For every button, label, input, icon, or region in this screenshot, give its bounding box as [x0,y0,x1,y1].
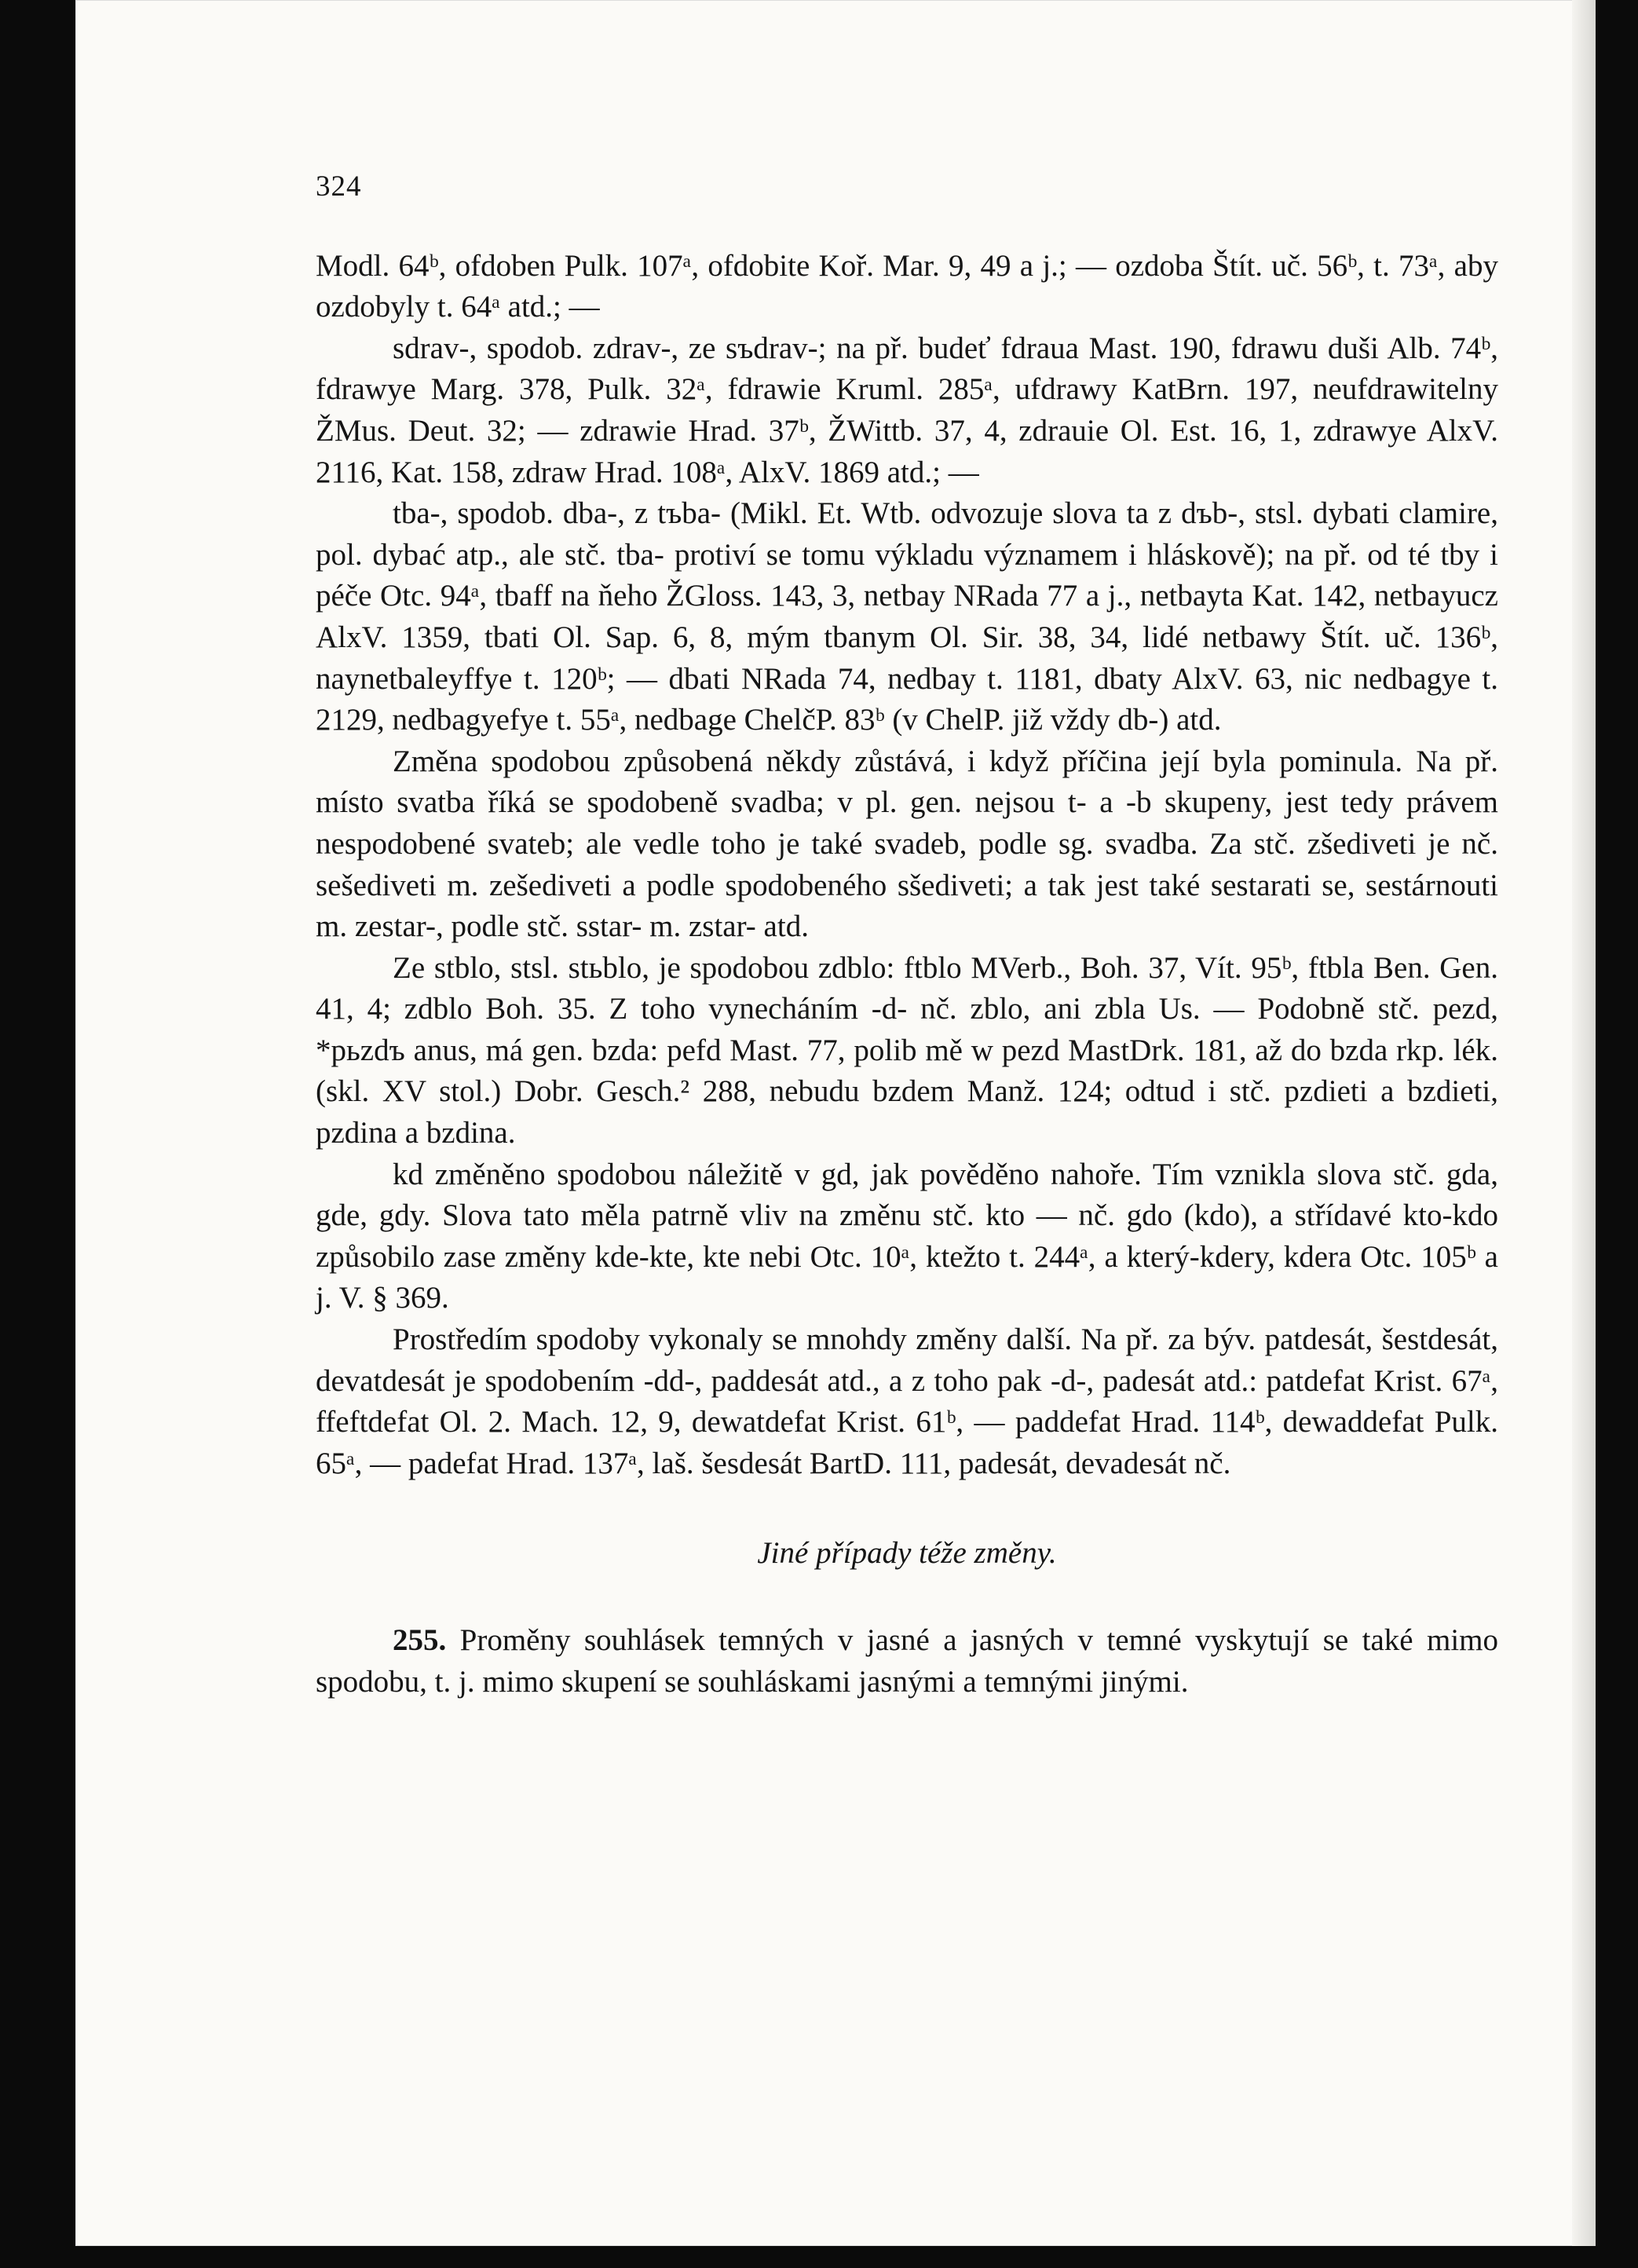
paragraph-255-text: Proměny souhlásek temných v jasné a jasných v temné vyskytují se také mimo spodobu, t. j. mimo skupení se souhláskami jasnými a temnými jinými. [316,1623,1498,1699]
section-number: 255. [393,1623,447,1657]
paragraph-sdrav: sdrav-, spodob. zdrav-, ze sъdrav-; na př. budeť fdraua Mast. 190, fdrawu duši Alb. 74ᵇ, fdrawye Marg. 378, Pulk. 32ᵃ, fdrawie Kruml. 285ᵃ, ufdrawy KatBrn. 197, neufdrawitelny ŽMus. Deut. 32; — zdrawie Hrad. 37ᵇ, ŽWittb. 37, 4, zdrauie Ol. Est. 16, 1, zdrawye AlxV. 2116, Kat. 158, zdraw Hrad. 108ᵃ, AlxV. 1869 atd.; — [316,331,1498,489]
page-text [316,166,1498,1703]
paragraph-prostredim: Prostředím spodoby vykonaly se mnohdy změny další. Na př. za býv. patdesát, šestdesát, devatdesát je spodobením -dd-, paddesát atd., a z toho pak -d-, padesát atd.: patdefat Krist. 67ᵃ, ffeftdefat Ol. 2. Mach. 12, 9, dewatdefat Krist. 61ᵇ, — paddefat Hrad. 114ᵇ, dewaddefat Pulk. 65ᵃ, — padefat Hrad. 137ᵃ, laš. šesdesát BartD. 111, padesát, devadesát nč. [316,1322,1498,1480]
paragraph-stblo: Ze stblo, stsl. stьblo, je spodobou zdblo: ftblo MVerb., Boh. 37, Vít. 95ᵇ, ftbla Ben. Gen. 41, 4; zdblo Boh. 35. Z toho vynecháním -d- nč. zblo, ani zbla Us. — Podobně stč. pezd, *pьzdъ anus, má gen. bzda: pefd Mast. 77, polib mě w pezd MastDrk. 181, až do bzda rkp. lék. (skl. XV stol.) Dobr. Gesch.² 288, nebudu bzdem Manž. 124; odtud i stč. pzdieti a bzdieti, pzdina a bzdina. [316,950,1498,1150]
paragraph-kd: kd změněno spodobou náležitě v gd, jak pověděno nahoře. Tím vznikla slova stč. gda, gde, gdy. Slova tato měla patrně vliv na změnu stč. kto — nč. gdo (kdo), a střídavé kto-kdo způsobilo zase změny kde-kte, kte nebi Otc. 10ᵃ, ktežto t. 244ᵃ, a který-kdery, kdera Otc. 105ᵇ a j. V. § 369. [316,1157,1498,1315]
page-edge-shadow [1572,0,1596,2246]
book-page [75,0,1596,2246]
page-number: 324 [316,170,362,203]
paragraph-zmena: Změna spodobou způsobená někdy zůstává, i když příčina její byla pominula. Na př. místo svatba říká se spodobeně svadba; v pl. gen. nejsou t- a -b skupeny, jest tedy právem nespodobené svateb; ale vedle toho je také svadeb, podle sg. svadba. Za stč. zšediveti je nč. sešediveti m. zešediveti a podle spodobeného sšediveti; a tak jest také sestarati se, sestárnouti m. zestar-, podle stč. sstar- m. zstar- atd. [316,744,1498,944]
paragraph-continuation: Modl. 64ᵇ, ofdoben Pulk. 107ᵃ, ofdobite Koř. Mar. 9, 49 a j.; — ozdoba Štít. uč. 56ᵇ, t. 73ᵃ, aby ozdobyly t. 64ᵃ atd.; — [316,248,1498,324]
paragraph-255 [316,1620,1498,1703]
section-heading: Jiné případy téže změny. [757,1536,1057,1571]
paragraph-tba: tba-, spodob. dba-, z tъba- (Mikl. Et. Wtb. odvozuje slova ta z dъb-, stsl. dybati clamire, pol. dybać atp., ale stč. tba- protiví se tomu výkladu významem i hláskově); na př. od té tby i péče Otc. 94ᵃ, tbaff na ňeho ŽGloss. 143, 3, netbay NRada 77 a j., netbayta Kat. 142, netbayucz AlxV. 1359, tbati Ol. Sap. 6, 8, mým tbanym Ol. Sir. 38, 34, lidé netbawy Štít. uč. 136ᵇ, naynetbaleyffye t. 120ᵇ; — dbati NRada 74, nedbay t. 1181, dbaty AlxV. 63, nic nedbagye t. 2129, nedbagyefye t. 55ᵃ, nedbage ChelčP. 83ᵇ (v ChelP. již vždy db-) atd. [316,496,1498,737]
